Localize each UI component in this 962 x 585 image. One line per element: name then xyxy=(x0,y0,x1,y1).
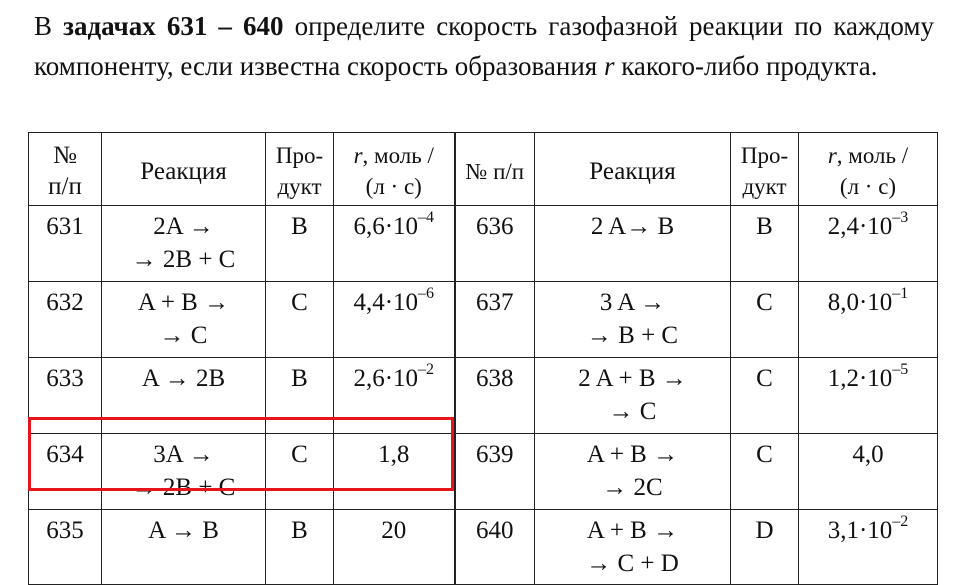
table-row xyxy=(29,282,938,358)
cell-rate: $3,1\cdot 10^{-2}$ xyxy=(799,510,938,585)
header-rate-left: r, моль / (л · с) xyxy=(334,133,455,206)
cell-reaction: 2 A→ B xyxy=(535,206,731,282)
cell-product: C xyxy=(731,282,799,358)
intro-rate-variable: r xyxy=(603,51,615,81)
cell-reaction: A → 2B xyxy=(102,358,266,434)
cell-reaction: 3 A → → B + C xyxy=(535,282,731,358)
intro-bold-range: задачах 631 – 640 xyxy=(63,11,284,41)
header-reaction-left: Реакция xyxy=(102,133,266,206)
header-reaction-right: Реакция xyxy=(535,133,731,206)
cell-rate: 20 xyxy=(334,510,455,585)
cell-reaction: 2A → → 2B + C xyxy=(102,206,266,282)
cell-product: C xyxy=(266,434,334,510)
header-num-right: № п/п xyxy=(455,133,535,206)
cell-reaction: 3A → → 2B + C xyxy=(102,434,266,510)
header-product-right: Про- дукт xyxy=(731,133,799,206)
cell-rate: 4,0 xyxy=(799,434,938,510)
cell-rate: $1,2\cdot 10^{-5}$ xyxy=(799,358,938,434)
intro-part2: определите скорость газофазной реакции по каждому компоненту, если известна скорость образования xyxy=(34,11,935,81)
header-num-left: № п/п xyxy=(29,133,102,206)
cell-num: 633 xyxy=(29,358,102,434)
header-rate-right: r, моль / (л · с) xyxy=(799,133,938,206)
cell-product: C xyxy=(731,358,799,434)
cell-reaction: A + B → → C + D xyxy=(535,510,731,585)
cell-num: 637 xyxy=(455,282,535,358)
cell-rate: $6,6\cdot 10^{-4}$ xyxy=(334,206,455,282)
cell-product: B xyxy=(266,206,334,282)
cell-rate: $4,4\cdot 10^{-6}$ xyxy=(334,282,455,358)
cell-num: 634 xyxy=(29,434,102,510)
cell-rate: $2,4\cdot 10^{-3}$ xyxy=(799,206,938,282)
cell-num: 640 xyxy=(455,510,535,585)
table-row xyxy=(29,510,938,585)
cell-reaction: A + B → → C xyxy=(102,282,266,358)
table-row xyxy=(29,434,938,510)
cell-product: C xyxy=(731,434,799,510)
cell-product: C xyxy=(266,282,334,358)
cell-reaction: 2 A + B → → C xyxy=(535,358,731,434)
problem-intro-text xyxy=(34,6,934,86)
intro-part3: какого-либо продукта. xyxy=(614,51,878,81)
header-product-left: Про- дукт xyxy=(266,133,334,206)
cell-reaction: A + B → → 2C xyxy=(535,434,731,510)
cell-num: 635 xyxy=(29,510,102,585)
cell-num: 638 xyxy=(455,358,535,434)
cell-product: B xyxy=(266,358,334,434)
cell-num: 639 xyxy=(455,434,535,510)
table-row xyxy=(29,206,938,282)
cell-num: 632 xyxy=(29,282,102,358)
problems-table xyxy=(28,132,938,585)
cell-num: 631 xyxy=(29,206,102,282)
cell-rate: $8,0\cdot 10^{-1}$ xyxy=(799,282,938,358)
cell-rate: $2,6\cdot 10^{-2}$ xyxy=(334,358,455,434)
cell-reaction: A → B xyxy=(102,510,266,585)
cell-product: B xyxy=(266,510,334,585)
cell-product: D xyxy=(731,510,799,585)
table-header-row xyxy=(29,133,938,206)
cell-num: 636 xyxy=(455,206,535,282)
cell-rate: 1,8 xyxy=(334,434,455,510)
table-row xyxy=(29,358,938,434)
intro-part1: В xyxy=(34,11,64,41)
cell-product: B xyxy=(731,206,799,282)
